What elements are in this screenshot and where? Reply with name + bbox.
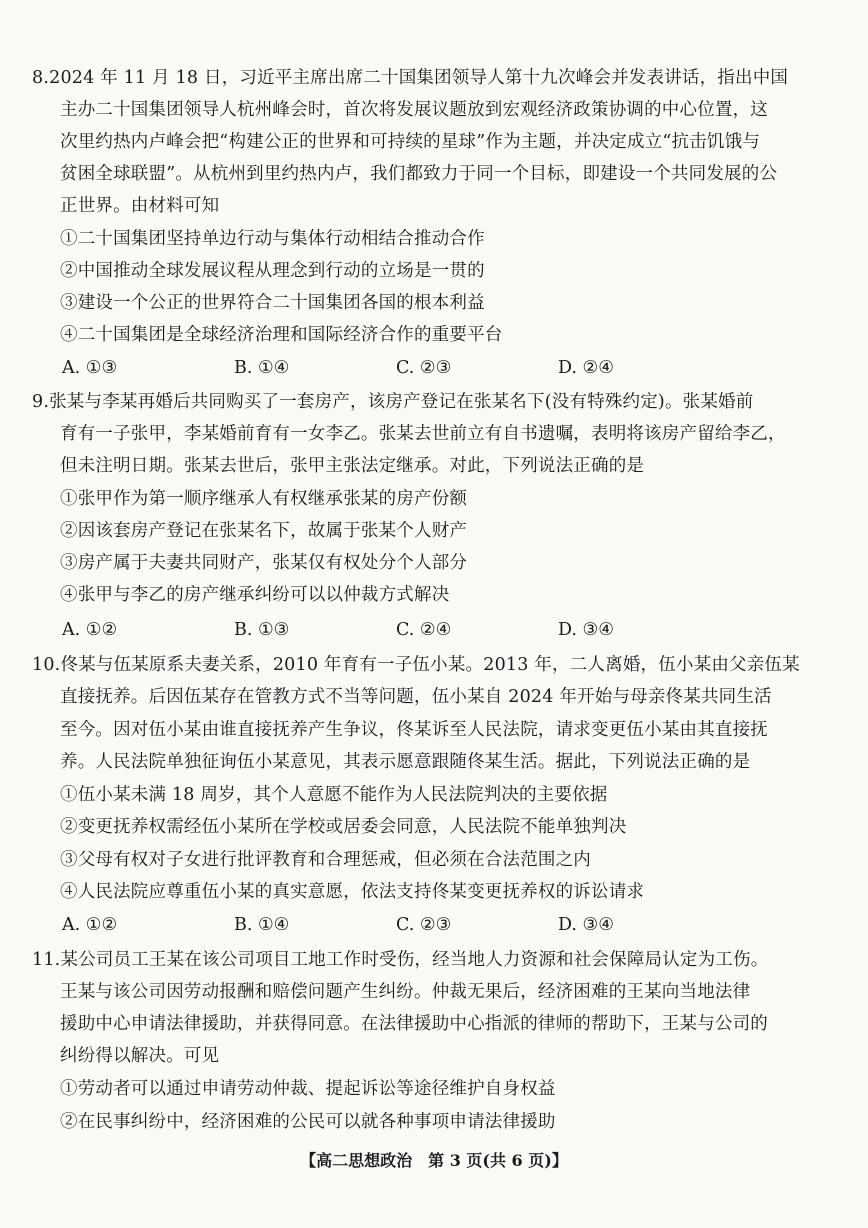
q8-line-2: 主办二十国集团领导人杭州峰会时，首次将发展议题放到宏观经济政策协调的中心位置，这 bbox=[60, 100, 768, 120]
q9-statement-4: ④张甲与李乙的房产继承纠纷可以以仲裁方式解决 bbox=[60, 585, 450, 605]
q10-line-2: 直接抚养。后因伍某存在管教方式不当等问题，伍小某自 2024 年开始与母亲佟某共同生活 bbox=[60, 687, 772, 707]
q10-choice-a[interactable]: A. ①② bbox=[62, 915, 118, 935]
q8-statement-4: ④二十国集团是全球经济治理和国际经济合作的重要平台 bbox=[60, 325, 503, 345]
q8-line-5: 正世界。由材料可知 bbox=[60, 196, 220, 216]
q10-choice-d[interactable]: D. ③④ bbox=[558, 915, 614, 935]
q10-choice-c[interactable]: C. ②③ bbox=[396, 915, 452, 935]
q9-choice-c[interactable]: C. ②④ bbox=[396, 620, 452, 640]
q11-line-2: 王某与该公司因劳动报酬和赔偿问题产生纠纷。仲裁无果后，经济困难的王某向当地法律 bbox=[60, 982, 751, 1002]
q11-line-4: 纠纷得以解决。可见 bbox=[60, 1046, 220, 1066]
q11-line-1: 11.某公司员工王某在该公司项目工地工作时受伤，经当地人力资源和社会保障局认定为工伤。 bbox=[32, 950, 769, 970]
q9-line-1: 9.张某与李某再婚后共同购买了一套房产，该房产登记在张某名下(没有特殊约定)。张某婚前 bbox=[32, 392, 754, 412]
q9-statement-2: ②因该套房产登记在张某名下，故属于张某个人财产 bbox=[60, 521, 468, 541]
q10-choice-b[interactable]: B. ①④ bbox=[234, 915, 290, 935]
q9-choice-a[interactable]: A. ①② bbox=[62, 620, 118, 640]
q8-line-1: 8.2024 年 11 月 18 日，习近平主席出席二十国集团领导人第十九次峰会并发表讲话，指出中国 bbox=[32, 68, 789, 88]
q10-line-1: 10.佟某与伍某原系夫妻关系，2010 年育有一子伍小某。2013 年，二人离婚，伍小某由父亲伍某 bbox=[32, 655, 800, 675]
q8-choice-d[interactable]: D. ②④ bbox=[558, 358, 614, 378]
q9-line-3: 但未注明日期。张某去世后，张甲主张法定继承。对此，下列说法正确的是 bbox=[60, 456, 645, 476]
q10-statement-4: ④人民法院应尊重伍小某的真实意愿，依法支持佟某变更抚养权的诉讼请求 bbox=[60, 882, 645, 902]
page-footer: 【高二思想政治 第 3 页(共 6 页)】 bbox=[300, 1151, 568, 1170]
q10-line-4: 养。人民法院单独征询伍小某意见，其表示愿意跟随佟某生活。据此，下列说法正确的是 bbox=[60, 752, 751, 772]
q8-line-4: 贫困全球联盟”。从杭州到里约热内卢，我们都致力于同一个目标，即建设一个共同发展的公 bbox=[60, 164, 778, 184]
q10-statement-2: ②变更抚养权需经伍小某所在学校或居委会同意，人民法院不能单独判决 bbox=[60, 817, 627, 837]
q9-statement-3: ③房产属于夫妻共同财产，张某仅有权处分个人部分 bbox=[60, 553, 468, 573]
q9-choice-d[interactable]: D. ③④ bbox=[558, 620, 614, 640]
q10-line-3: 至今。因对伍小某由谁直接抚养产生争议，佟某诉至人民法院，请求变更伍小某由其直接抚 bbox=[60, 720, 768, 740]
q8-statement-3: ③建设一个公正的世界符合二十国集团各国的根本利益 bbox=[60, 293, 485, 313]
q9-line-2: 育有一子张甲，李某婚前育有一女李乙。张某去世前立有自书遗嘱，表明将该房产留给李乙， bbox=[60, 424, 786, 444]
q8-choice-c[interactable]: C. ②③ bbox=[396, 358, 452, 378]
q11-statement-2: ②在民事纠纷中，经济困难的公民可以就各种事项申请法律援助 bbox=[60, 1112, 556, 1132]
q8-choice-b[interactable]: B. ①④ bbox=[234, 358, 290, 378]
q9-statement-1: ①张甲作为第一顺序继承人有权继承张某的房产份额 bbox=[60, 489, 468, 509]
q8-line-3: 次里约热内卢峰会把“构建公正的世界和可持续的星球”作为主题，并决定成立“抗击饥饿与 bbox=[60, 132, 761, 152]
q9-choice-b[interactable]: B. ①③ bbox=[234, 620, 290, 640]
q10-statement-1: ①伍小某未满 18 周岁，其个人意愿不能作为人民法院判决的主要依据 bbox=[60, 785, 608, 805]
q8-statement-1: ①二十国集团坚持单边行动与集体行动相结合推动合作 bbox=[60, 229, 485, 249]
q8-statement-2: ②中国推动全球发展议程从理念到行动的立场是一贯的 bbox=[60, 261, 485, 281]
q11-statement-1: ①劳动者可以通过申请劳动仲裁、提起诉讼等途径维护自身权益 bbox=[60, 1079, 556, 1099]
q10-statement-3: ③父母有权对子女进行批评教育和合理惩戒，但必须在合法范围之内 bbox=[60, 850, 591, 870]
q11-line-3: 援助中心申请法律援助，并获得同意。在法律援助中心指派的律师的帮助下，王某与公司的 bbox=[60, 1014, 768, 1034]
q8-choice-a[interactable]: A. ①③ bbox=[62, 358, 118, 378]
